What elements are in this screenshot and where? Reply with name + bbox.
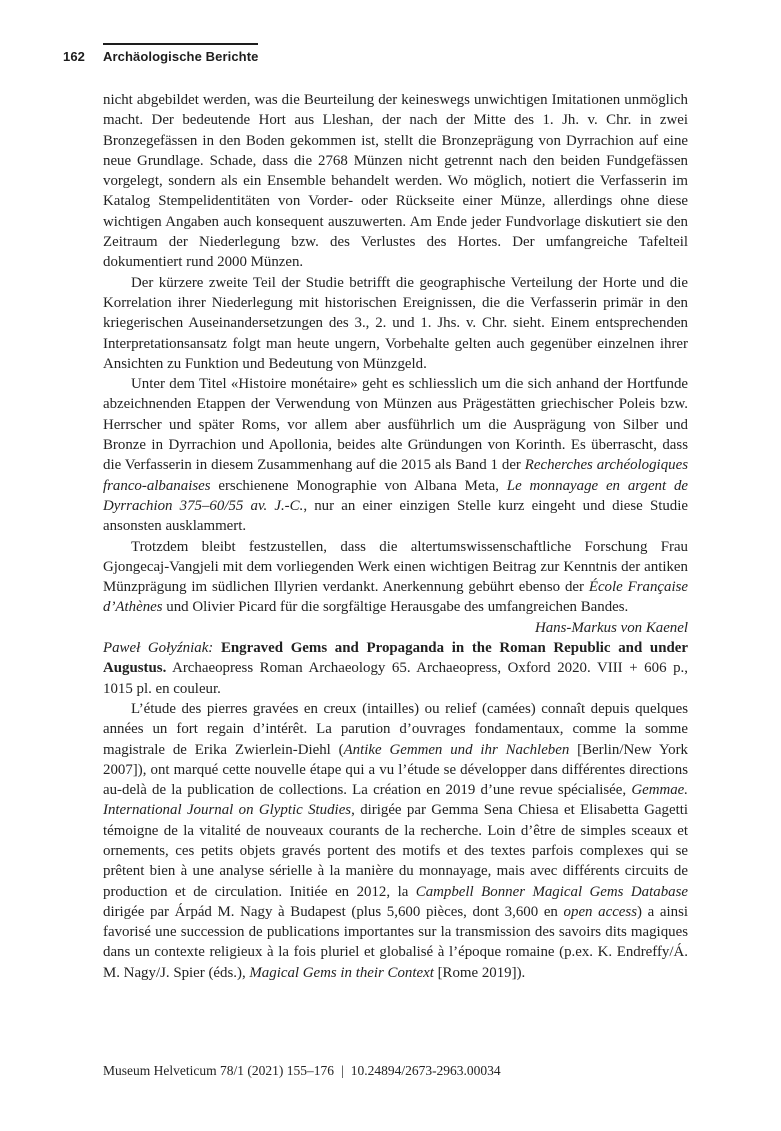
text-column — [103, 90, 688, 983]
signature-reviewer — [103, 618, 688, 638]
text-run: Paweł Gołyźniak: — [103, 640, 221, 657]
text-run: , nur an einer einzigen Stelle kurz eingeht und diese Studie ansonsten ausklammert. — [103, 497, 688, 535]
text-run: ) a ainsi favorisé une succession de publications importantes sur la transmission des savoirs dits magiques dans un contexte religieux à la fois pluriel et globalisé à l’époque romaine (p.ex. K. Endreffy/Á. M. Nagy/J. Spier (éds.), — [103, 903, 689, 981]
text-run: Trotzdem bleibt festzustellen, dass die altertumswissenschaftliche Forschung Frau Gjongecaj-Vangjeli mit dem vorliegenden Werk einen wichtigen Beitrag zur Kenntnis der antiken Münzprägung im südlichen Illyrien verdankt. Anerkennung gebührt ebenso der — [103, 538, 688, 596]
text-run: nicht abgebildet werden, was die Beurteilung der keineswegs unwichtigen Imitationen unmöglich macht. Der bedeutende Hort aus Lleshan, der nach der Mitte des 1. Jh. v. Chr. in zwei Bronzegefässen in den Boden gekommen ist, stellt die Bronzeprägung von Dyrrachion auf eine neue Grundlage. Schade, dass die 2768 Münzen nicht getrennt nach den beiden Fundgefässen vorgelegt, sondern als ein Ensemble behandelt werden. Wo möglich, notiert die Verfasserin im Katalog Stempelidentitäten von Vorder- oder Rückseite einer Münze, allerdings ohne diese wichtigen Angaben auch konsequent auszuwerten. Am Ende jeder Fundvorlage diskutiert sie den Zeitraum der Niederlegung bzw. des Verlustes des Hortes. Der umfangreiche Tafelteil dokumentiert rund 2000 Münzen. — [103, 92, 688, 271]
text-run: dirigée par Árpád M. Nagy à Budapest (plus 5,600 pièces, dont 3,600 en — [103, 903, 564, 920]
text-run: Der kürzere zweite Teil der Studie betrifft die geographische Verteilung der Horte und die Korrelation ihrer Niederlegung mit historischen Ereignissen, die die Verfasserin primär in den kriegerischen Auseinandersetzungen des 3., 2. und 1. Jhs. v. Chr. sieht. Einem entsprechenden Interpretationsansatz folgt man heute ungern, Vorbehalte gelten auch gegenüber einzelnen ihrer Ansichten zu Funktion und Bedeutung von Münzgeld. — [103, 274, 688, 372]
text-run: Gemmae. International Journal on Glyptic Studies — [103, 782, 688, 819]
text-run: Antike Gemmen und ihr Nachleben — [343, 741, 570, 758]
journal-reference: Museum Helveticum 78/1 (2021) 155–176 — [103, 1063, 334, 1078]
text-run: Campbell Bonner Magical Gems Database — [415, 883, 688, 900]
text-run: École Française d’Athènes — [103, 579, 688, 616]
text-run: Engraved Gems and Propaganda in the Roman Republic and under Augustus. — [103, 640, 688, 677]
page-number: 162 — [63, 49, 85, 64]
text-run: [Rome 2019]). — [433, 964, 526, 981]
text-run: , dirigée par Gemma Sena Chiesa et Elisabetta Gagetti témoigne de la vitalité de nouveaux courants de la recherche. Loin d’être de simples sceaux et ornements, ces petits objets gravés portent des motifs et des textes parfois complexes qui se prêtent bien à une analyse sérielle à la manière du monnayage, mais avec différents circuits de production et de circulation. Initiée en 2012, la — [103, 802, 688, 900]
footline-separator: | — [340, 1063, 344, 1078]
text-run: und Olivier Picard für die sorgfältige Herausgabe des umfangreichen Bandes. — [162, 599, 629, 616]
text-run: Hans-Markus von Kaenel — [534, 619, 688, 636]
text-run: open access — [563, 903, 638, 920]
paragraph-study-part-two — [103, 273, 688, 374]
paragraph-conclusion — [103, 537, 688, 618]
review-heading-golyzniak — [103, 638, 688, 699]
text-run: [Berlin/New York 2007]), ont marqué cette nouvelle étape qui a vu l’étude se développer dans différentes directions au-delà de la publication de collections. La création en 2019 d’une revue spécialisée, — [103, 741, 688, 799]
paragraph-etude-gemmes — [103, 699, 688, 983]
section-title: Archäologische Berichte — [103, 43, 258, 64]
text-run: Unter dem Titel «Histoire monétaire» geht es schliesslich um die sich anhand der Hortfunde abzeichnenden Etappen der Verwendung von Münzen aus Prägestätten griechischer Poleis bzw. Herrscher und später Roms, vor allem aber ausführlich um die Ausprägung von Silber und Bronze in Dyrrachion und Apollonia, beides alte Gründungen von Korinth. Es überrascht, dass die Verfasserin in diesem Zusammenhang auf die 2015 als Band 1 der — [103, 376, 688, 474]
text-run: erschienene Monographie von Albana Meta, — [210, 477, 507, 494]
text-run: Magical Gems in their Context — [249, 964, 434, 981]
text-run: Archaeopress Roman Archaeology 65. Archaeopress, Oxford 2020. VIII + 606 p., 1015 pl. en couleur. — [103, 660, 688, 697]
doi: 10.24894/2673-2963.00034 — [350, 1063, 501, 1078]
text-run: Recherches archéologiques franco-albanaises — [103, 457, 688, 494]
footline — [103, 1063, 501, 1079]
running-head — [63, 43, 258, 64]
text-run: L’étude des pierres gravées en creux (intailles) ou relief (camées) connaît depuis quelques années un fort regain d’intérêt. La parution d’ouvrages fondamentaux, comme la somme magistrale de Erika Zwierlein-Diehl ( — [103, 700, 688, 758]
text-run: Le monnayage en argent de Dyrrachion 375–60/55 av. J.-C. — [103, 477, 689, 514]
paragraph-histoire-monetaire — [103, 374, 688, 536]
paragraph-hoard-continuation — [103, 90, 688, 273]
